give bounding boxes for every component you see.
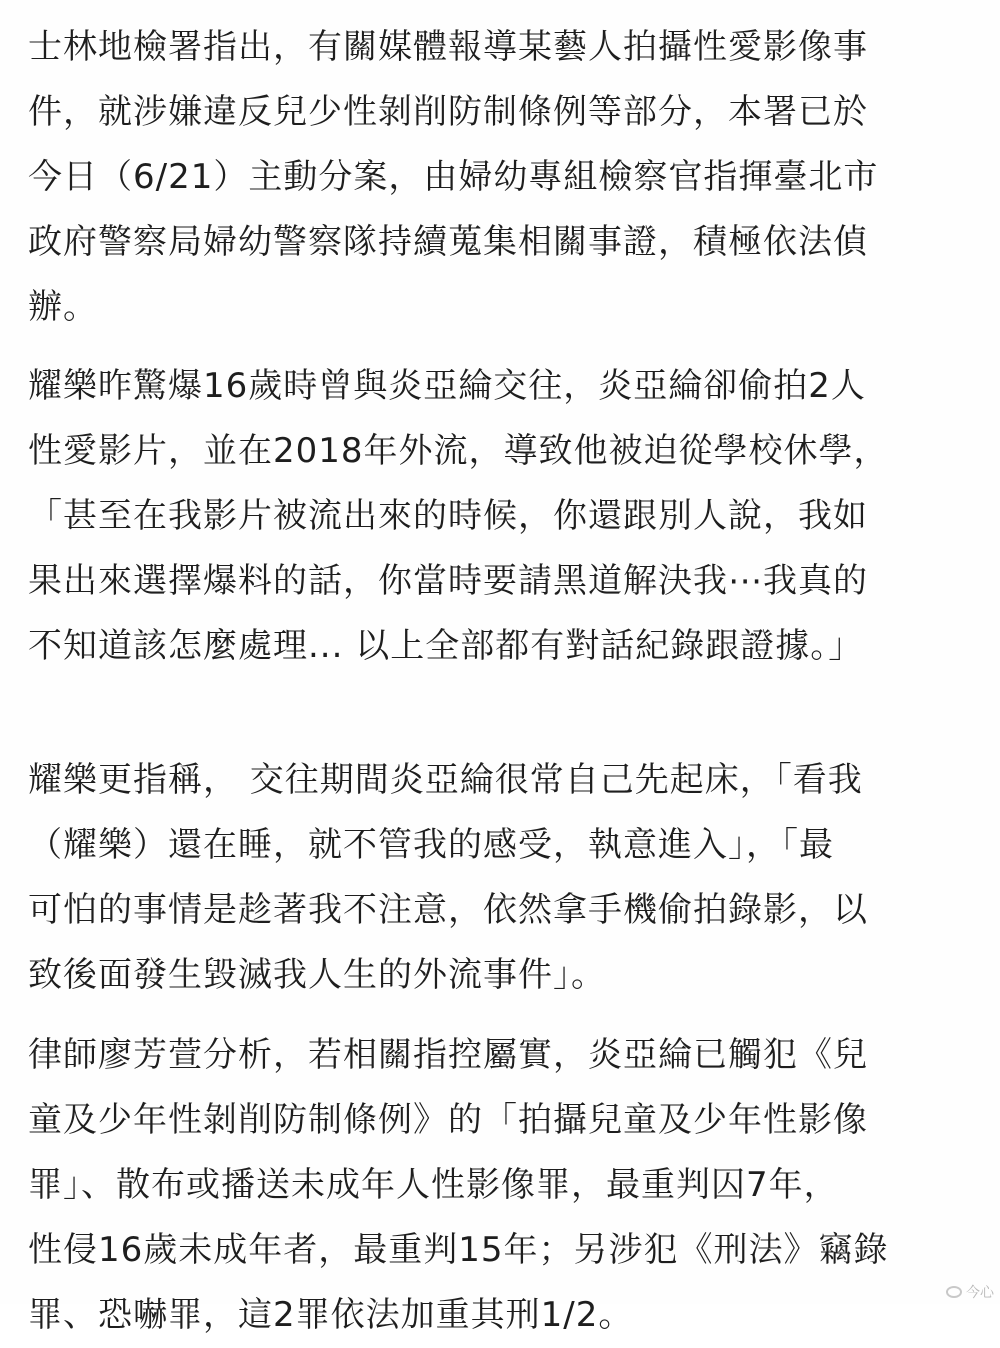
paragraph-allegation xyxy=(28,354,972,679)
text-line: 律師廖芳萱分析，若相關指控屬實，炎亞綸已觸犯《兒 xyxy=(28,1035,868,1075)
text-line: 「甚至在我影片被流出來的時候，你還跟別人說，我如 xyxy=(28,496,868,536)
text-line: 果出來選擇爆料的話，你當時要請黑道解決我⋯我真的 xyxy=(28,561,868,601)
paragraph-further-claims xyxy=(28,748,972,1008)
text-line: （耀樂）還在睡，就不管我的感受，執意進入」，「最 xyxy=(28,825,834,865)
text-line: 今日（6/21）主動分案，由婦幼專組檢察官指揮臺北市 xyxy=(28,157,879,197)
weibo-logo-icon xyxy=(946,1286,962,1298)
text-line: 件，就涉嫌違反兒少性剝削防制條例等部分，本署已於 xyxy=(28,92,868,132)
text-line: 不知道該怎麼處理... 以上全部都有對話紀錄跟證據。」 xyxy=(28,626,864,666)
text-line: 政府警察局婦幼警察隊持續蒐集相關事證，積極依法偵 xyxy=(28,222,868,262)
text-line: 士林地檢署指出，有關媒體報導某藝人拍攝性愛影像事 xyxy=(28,27,868,67)
text-line: 性侵16歲未成年者，最重判15年；另涉犯《刑法》竊錄 xyxy=(28,1230,889,1270)
paragraph-lawyer-analysis xyxy=(28,1023,972,1348)
text-line: 耀樂更指稱， 交往期間炎亞綸很常自己先起床，「看我 xyxy=(28,760,863,800)
text-line: 性愛影片，並在2018年外流，導致他被迫從學校休學， xyxy=(28,431,889,471)
watermark xyxy=(946,1282,994,1302)
text-line: 可怕的事情是趁著我不注意，依然拿手機偷拍錄影，以 xyxy=(28,890,868,930)
text-line: 罪、恐嚇罪，這2罪依法加重其刑1/2。 xyxy=(28,1295,634,1335)
text-line: 致後面發生毀滅我人生的外流事件」。 xyxy=(28,955,606,995)
text-line: 童及少年性剝削防制條例》的「拍攝兒童及少年性影像 xyxy=(28,1100,868,1140)
watermark-text: 今心 xyxy=(966,1285,994,1301)
paragraph-prosecutor-statement xyxy=(28,15,972,340)
text-line: 耀樂昨驚爆16歲時曾與炎亞綸交往，炎亞綸卻偷拍2人 xyxy=(28,366,866,406)
text-line: 罪」、散布或播送未成年人性影像罪，最重判囚7年， xyxy=(28,1165,839,1205)
text-line: 辦。 xyxy=(28,287,98,327)
